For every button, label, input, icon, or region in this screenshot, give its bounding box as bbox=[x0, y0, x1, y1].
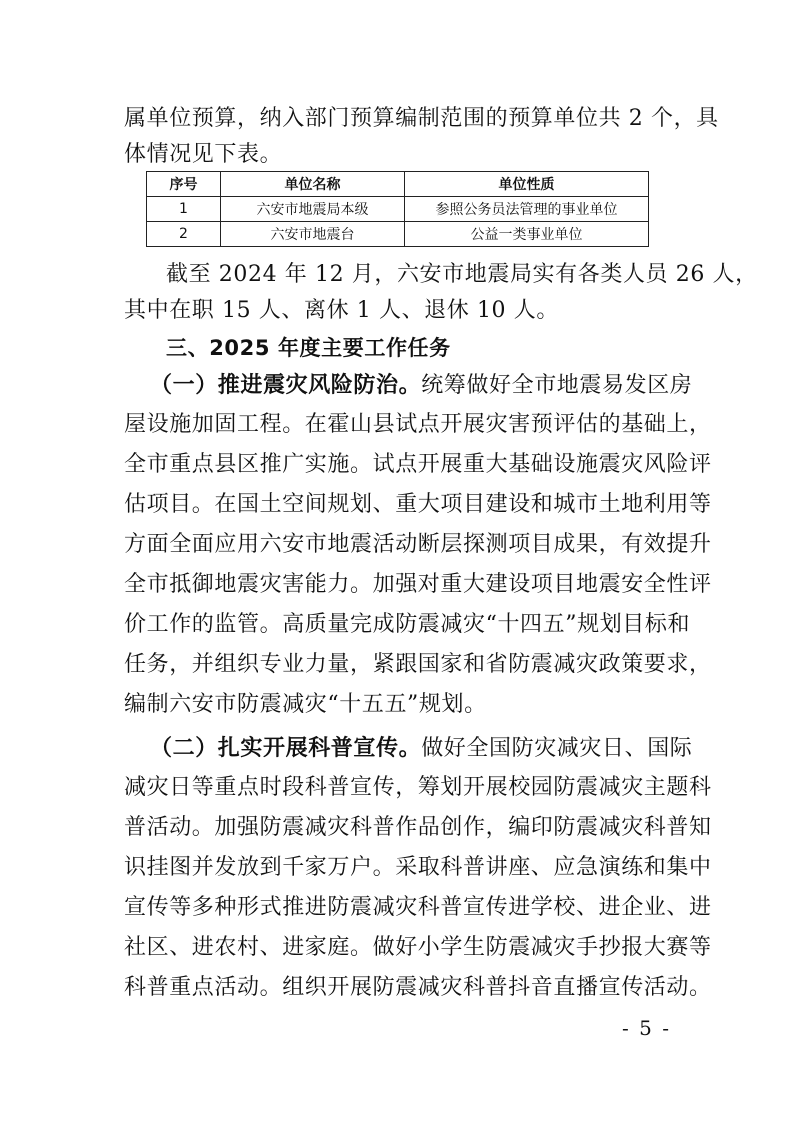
task1-line: 编制六安市防震减灾“十五五”规划。 bbox=[124, 692, 487, 717]
table-header-row bbox=[147, 172, 649, 197]
staff-line-2: 其中在职 15 人、离休 1 人、退休 10 人。 bbox=[124, 298, 559, 323]
cell-index: 1 bbox=[147, 197, 221, 222]
units-table bbox=[146, 171, 649, 247]
task2-line: 社区、进农村、进家庭。做好小学生防震减灾手抄报大赛等 bbox=[124, 935, 712, 960]
intro-line-2: 体情况见下表。 bbox=[124, 142, 283, 167]
cell-unit-nature: 公益一类事业单位 bbox=[405, 222, 649, 247]
task2-line: 识挂图并发放到千家万户。采取科普讲座、应急演练和集中 bbox=[124, 855, 712, 880]
table-row bbox=[147, 222, 649, 247]
task1-title: （一）推进震灾风险防治。 bbox=[150, 372, 422, 398]
task2-line: 宣传等多种形式推进防震减灾科普宣传进学校、进企业、进 bbox=[124, 895, 712, 920]
task2-title: （二）扎实开展科普宣传。 bbox=[150, 735, 422, 761]
task2-line: 科普重点活动。组织开展防震减灾科普抖音直播宣传活动。 bbox=[124, 975, 712, 1000]
task1-first-rest: 统筹做好全市地震易发区房 bbox=[421, 373, 693, 398]
task1-line: 屋设施加固工程。在霍山县试点开展灾害预评估的基础上， bbox=[124, 412, 712, 437]
task1-line: 全市抵御地震灾害能力。加强对重大建设项目地震安全性评 bbox=[124, 572, 712, 597]
cell-unit-name: 六安市地震台 bbox=[221, 222, 405, 247]
task2-line: 减灾日等重点时段科普宣传，筹划开展校园防震减灾主题科 bbox=[124, 775, 712, 800]
cell-unit-name: 六安市地震局本级 bbox=[221, 197, 405, 222]
header-unit-nature: 单位性质 bbox=[405, 172, 649, 197]
task1-line: 任务，并组织专业力量，紧跟国家和省防震减灾政策要求， bbox=[124, 652, 712, 677]
cell-index: 2 bbox=[147, 222, 221, 247]
section-heading: 三、2025 年度主要工作任务 bbox=[166, 336, 451, 360]
task2-line: 普活动。加强防震减灾科普作品创作，编印防震减灾科普知 bbox=[124, 815, 712, 840]
task1-line: 方面全面应用六安市地震活动断层探测项目成果，有效提升 bbox=[124, 532, 712, 557]
task2-first-rest: 做好全国防灾减灾日、国际 bbox=[421, 736, 693, 761]
task1-line: 价工作的监管。高质量完成防震减灾“十四五”规划目标和 bbox=[124, 612, 691, 637]
task2-first-line bbox=[150, 733, 693, 764]
header-unit-name: 单位名称 bbox=[221, 172, 405, 197]
header-index: 序号 bbox=[147, 172, 221, 197]
page-number: - 5 - bbox=[622, 1016, 671, 1040]
cell-unit-nature: 参照公务员法管理的事业单位 bbox=[405, 197, 649, 222]
task1-line: 全市重点县区推广实施。试点开展重大基础设施震灾风险评 bbox=[124, 452, 712, 477]
intro-line-1: 属单位预算，纳入部门预算编制范围的预算单位共 2 个，具 bbox=[124, 106, 719, 131]
task1-line: 估项目。在国土空间规划、重大项目建设和城市土地利用等 bbox=[124, 492, 712, 517]
table-row bbox=[147, 197, 649, 222]
task1-first-line bbox=[150, 370, 693, 401]
staff-line-1: 截至 2024 年 12 月，六安市地震局实有各类人员 26 人， bbox=[166, 262, 758, 287]
